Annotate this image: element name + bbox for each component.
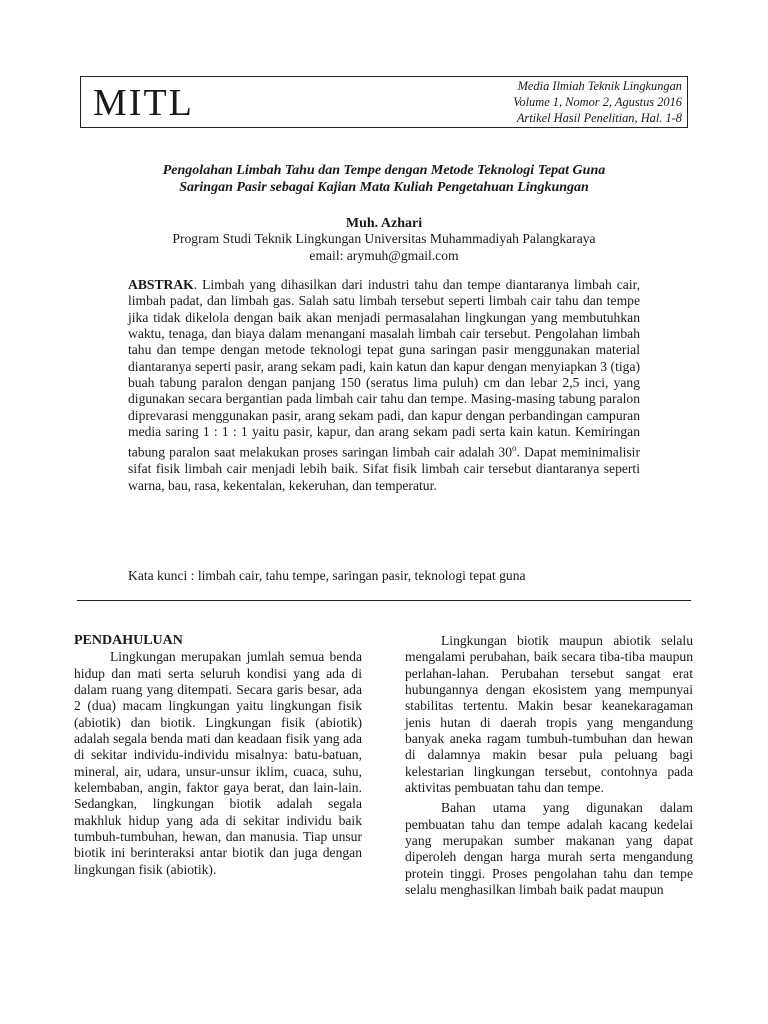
body-paragraph: Lingkungan merupakan jumlah semua benda hidup dan mati serta seluruh kondisi yang ada di dalam ruang yang ditempati. Secara garis besar, ada 2 (dua) macam lingkungan yaitu lingkungan fisik (abiotik) dan biotik. Lingkungan fisik (abiotik) adalah segala benda mati dan keadaan fisik yang ada di sekitar individu-individu misalnya: batu-batuan, mineral, air, udara, unsur-unsur iklim, cuaca, suhu, kelembaban, angin, faktor gaya berat, dan lain-lain. Sedangkan, lingkungan biotik adalah segala makhluk hidup yang ada di sekitar individu baik tumbuh-tumbuhan, hewan, dan manusia. Tiap unsur biotik ini berinteraksi antar biotik dan juga dengan lingkungan fisik (abiotik).	[74, 649, 362, 877]
paper-title-line-1: Pengolahan Limbah Tahu dan Tempe dengan Metode Teknologi Tepat Guna	[162, 163, 606, 178]
journal-logo: MITL	[93, 82, 194, 124]
paper-title	[90, 162, 678, 196]
journal-volume: Volume 1, Nomor 2, Agustus 2016	[513, 95, 682, 110]
journal-header-box	[80, 76, 688, 128]
right-column	[405, 633, 693, 899]
left-column	[74, 633, 362, 878]
author-name: Muh. Azhari	[345, 216, 423, 231]
body-paragraph: Bahan utama yang digunakan dalam pembuatan tahu dan tempe adalah kacang kedelai yang merupakan sumber makanan yang dapat diperoleh dengan harga murah serta mengandung protein tinggi. Proses pengolahan tahu dan tempe selalu menghasilkan limbah baik padat maupun	[405, 800, 693, 898]
abstract-label: ABSTRAK	[128, 277, 194, 292]
author-email: email: arymuh@gmail.com	[309, 248, 459, 264]
journal-meta	[513, 78, 682, 127]
abstract-text: . Limbah yang dihasilkan dari industri tahu dan tempe diantaranya limbah cair, limbah padat, dan limbah gas. Salah satu limbah tersebut seperti limbah cair tahu dan tempe jika tidak dikelola dengan baik akan menjadi permasalahan lingkungan yang membutuhkan waktu, tenaga, dan biaya dalam menangani masalah limbah cair tersebut. Pengolahan limbah tahu dan tempe dengan metode teknologi tepat guna saringan pasir menggunakan material diantaranya seperti pasir, arang sekam padi, kain katun dan kapur dengan menyiapkan 3 (tiga) buah tabung paralon dengan panjang 150 (seratus lima puluh) cm dan lebar 2,5 inci, yang digunakan secara bergantian pada limbah cair tahu dan tempe. Masing-masing tabung paralon diprevarasi menggunakan pasir, arang sekam padi, dan kapur dengan perbandingan campuran media saring 1 : 1 : 1 yaitu pasir, kapur, dan arang sekam padi serta kain katun. Kemiringan tabung paralon saat melakukan proses saringan limbah cair adalah 30	[128, 277, 640, 460]
section-divider	[77, 600, 691, 601]
abstract-text-end: . Dapat meminimalisir sifat fisik limbah cair menjadi lebih baik. Sifat fisik limbah cair tersebut diantaranya seperti warna, bau, rasa, kekentalan, kekeruhan, dan temperatur.	[128, 444, 640, 493]
abstract	[128, 277, 640, 494]
degree-superscript: o	[512, 443, 517, 454]
section-heading: PENDAHULUAN	[74, 633, 183, 648]
author-affiliation-block	[90, 230, 678, 264]
paper-title-line-2: Saringan Pasir sebagai Kajian Mata Kuliah Pengetahuan Lingkungan	[179, 180, 589, 195]
journal-name: Media Ilmiah Teknik Lingkungan	[517, 79, 682, 93]
author-affiliation: Program Studi Teknik Lingkungan Universitas Muhammadiyah Palangkaraya	[172, 231, 596, 246]
body-paragraph: Lingkungan biotik maupun abiotik selalu mengalami perubahan, baik secara tiba-tiba maupun perlahan-lahan. Perubahan tersebut sangat erat hubungannya dengan ekosistem yang mempunyai stabilitas tertentu. Makin besar keanekaragaman jenis hutan di daerah tropis yang mengandung banyak aneka ragam tumbuh-tumbuhan dan hewan di dalamnya makin besar pula peluang bagi kelestarian lingkungan tersebut, contohnya pada aktivitas pembuatan tahu dan tempe.	[405, 633, 693, 796]
keywords: Kata kunci : limbah cair, tahu tempe, saringan pasir, teknologi tepat guna	[128, 568, 526, 583]
article-type: Artikel Hasil Penelitian, Hal. 1-8	[516, 111, 682, 126]
